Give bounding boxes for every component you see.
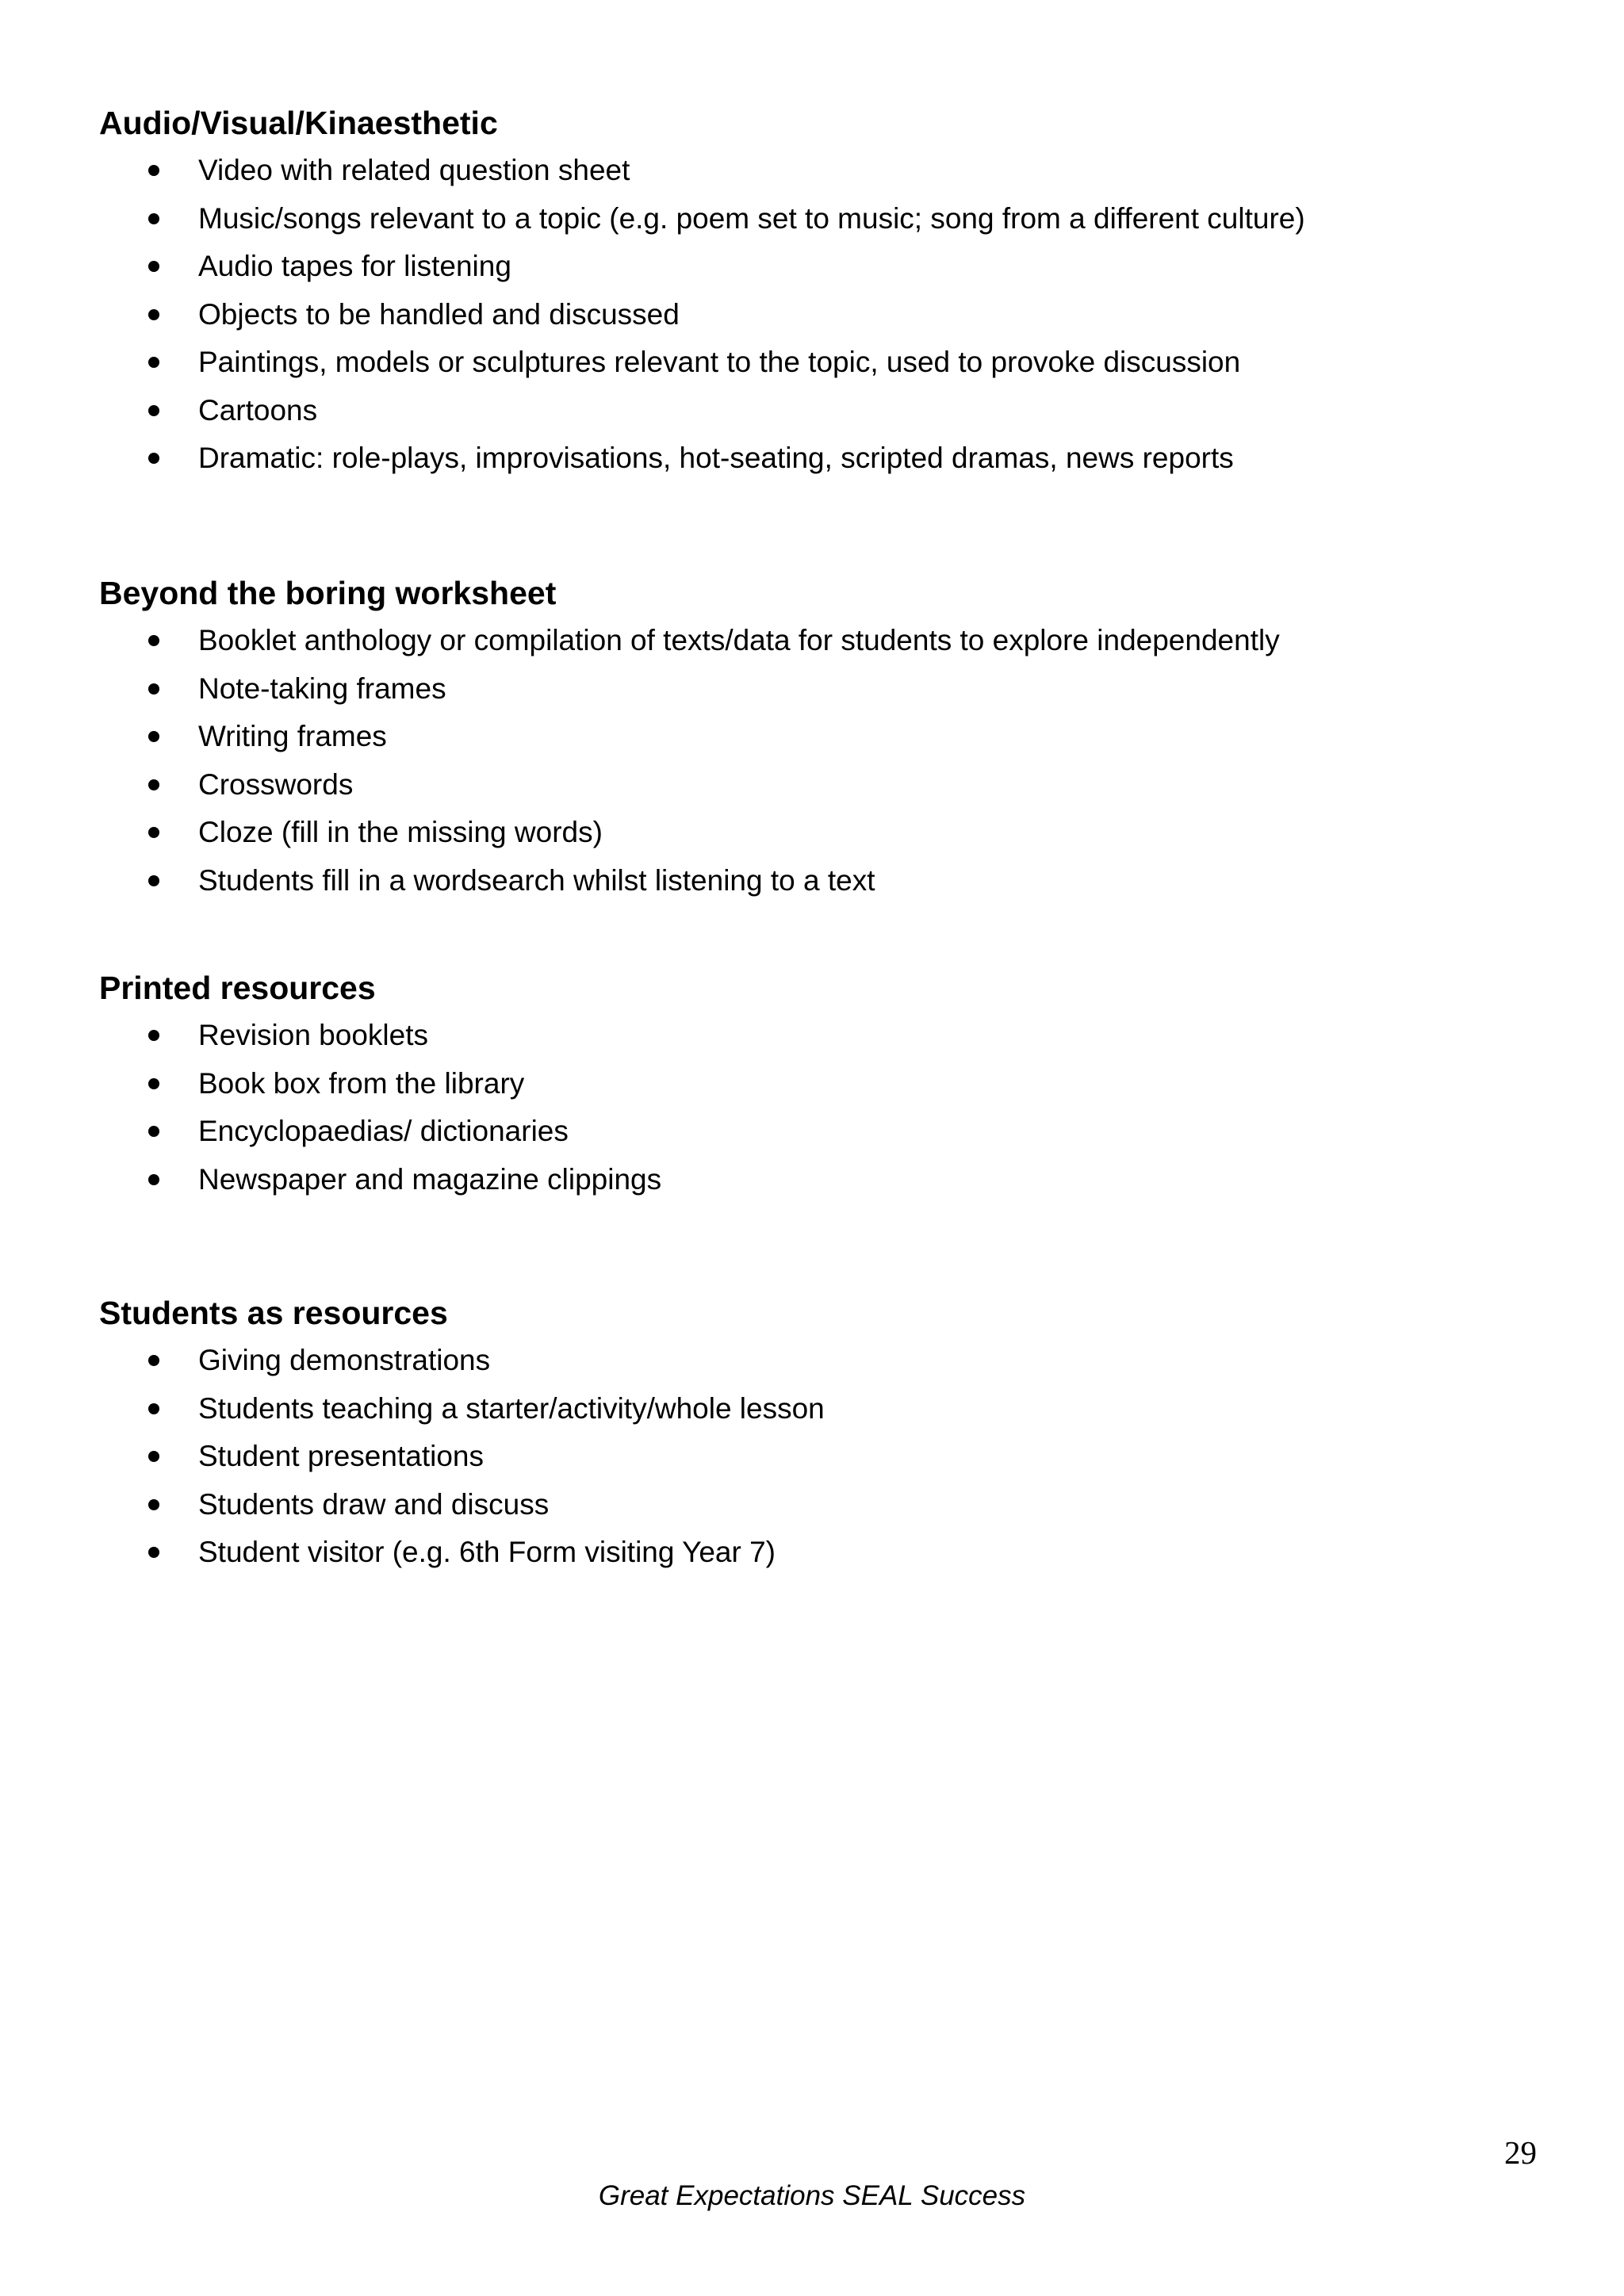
list-item (99, 761, 1526, 809)
bullet-icon (148, 213, 159, 224)
list-item (99, 147, 1526, 195)
list-item (99, 387, 1526, 435)
bullet-list (99, 147, 1526, 483)
bullet-list (99, 1012, 1526, 1203)
bullet-icon (148, 1078, 159, 1089)
section-audio-visual-kinaesthetic (99, 99, 1526, 483)
list-item-text: Video with related question sheet (198, 154, 630, 186)
bullet-icon (148, 165, 159, 176)
page-footer: Great Expectations SEAL Success (598, 2180, 1026, 2211)
list-item (99, 1337, 1526, 1385)
list-item-text: Paintings, models or sculptures relevant to the topic, used to provoke discussion (198, 346, 1241, 378)
bullet-icon (148, 731, 159, 742)
list-item (99, 1385, 1526, 1433)
list-item-text: Crosswords (198, 767, 354, 801)
list-item (99, 291, 1526, 339)
list-item (99, 1529, 1526, 1577)
list-item (99, 434, 1526, 483)
list-item-text: Cartoons (198, 393, 318, 427)
section-students-as-resources (99, 1289, 1526, 1577)
bullet-list (99, 1337, 1526, 1577)
list-item-text: Cloze (fill in the missing words) (198, 816, 603, 848)
list-item-text: Writing frames (198, 720, 387, 752)
bullet-icon (148, 261, 159, 272)
list-item (99, 195, 1526, 243)
list-item (99, 1108, 1526, 1156)
list-item (99, 665, 1526, 714)
bullet-icon (148, 1451, 159, 1462)
list-item-text: Encyclopaedias/ dictionaries (198, 1115, 569, 1147)
list-item (99, 1012, 1526, 1060)
list-item (99, 1060, 1526, 1108)
bullet-list (99, 617, 1526, 905)
page-number: 29 (1504, 2134, 1537, 2171)
list-item (99, 617, 1526, 665)
list-item (99, 857, 1526, 905)
list-item-text: Giving demonstrations (198, 1344, 491, 1376)
list-item-text: Audio tapes for listening (198, 250, 511, 282)
bullet-icon (148, 1355, 159, 1366)
bullet-icon (148, 1403, 159, 1414)
section-heading: Beyond the boring worksheet (99, 575, 557, 611)
bullet-icon (148, 683, 159, 695)
bullet-icon (148, 875, 159, 886)
list-item-text: Students draw and discuss (198, 1487, 550, 1521)
list-item-text: Newspaper and magazine clippings (198, 1162, 662, 1196)
list-item-text: Music/songs relevant to a topic (e.g. poem set to music; song from a different culture) (198, 201, 1305, 235)
section-heading: Printed resources (99, 970, 376, 1006)
bullet-icon (148, 827, 159, 838)
bullet-icon (148, 1174, 159, 1185)
list-item-text: Students fill in a wordsearch whilst listening to a text (198, 863, 875, 897)
list-item-text: Student presentations (198, 1440, 484, 1472)
list-item-text: Note-taking frames (198, 672, 446, 705)
section-heading: Students as resources (99, 1295, 448, 1331)
list-item (99, 1433, 1526, 1481)
list-item-text: Dramatic: role-plays, improvisations, hot-seating, scripted dramas, news reports (198, 442, 1234, 474)
section-heading: Audio/Visual/Kinaesthetic (99, 105, 498, 141)
bullet-icon (148, 635, 159, 646)
bullet-icon (148, 357, 159, 368)
list-item-text: Book box from the library (198, 1066, 525, 1100)
bullet-icon (148, 1030, 159, 1041)
list-item (99, 1481, 1526, 1529)
list-item-text: Student visitor (e.g. 6th Form visiting Year 7) (198, 1536, 776, 1568)
list-item-text: Students teaching a starter/activity/whole lesson (198, 1391, 825, 1425)
list-item-text: Booklet anthology or compilation of texts/data for students to explore independently (198, 624, 1280, 656)
list-item-text: Revision booklets (198, 1019, 428, 1051)
list-item (99, 713, 1526, 761)
bullet-icon (148, 1499, 159, 1510)
section-beyond-the-boring-worksheet (99, 569, 1526, 905)
list-item (99, 1156, 1526, 1204)
list-item (99, 809, 1526, 857)
section-printed-resources (99, 964, 1526, 1203)
bullet-icon (148, 405, 159, 416)
bullet-icon (148, 309, 159, 320)
bullet-icon (148, 1547, 159, 1558)
list-item (99, 339, 1526, 387)
bullet-icon (148, 1126, 159, 1137)
list-item-text: Objects to be handled and discussed (198, 297, 680, 331)
list-item (99, 243, 1526, 291)
bullet-icon (148, 779, 159, 790)
bullet-icon (148, 453, 159, 464)
